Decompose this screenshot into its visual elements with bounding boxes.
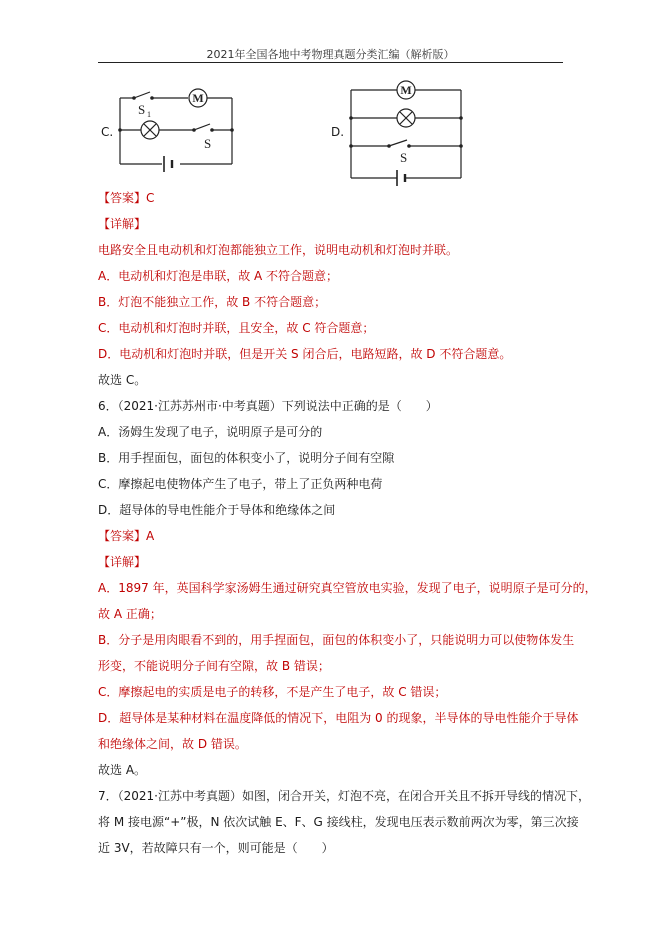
- motor-symbol-d: M: [400, 83, 412, 97]
- motor-symbol-c: M: [192, 91, 204, 105]
- switch-s1-label: S: [138, 102, 146, 117]
- q5-detail-heading: 【详解】: [98, 217, 147, 231]
- q5-answer: 【答案】C: [98, 191, 155, 205]
- q6-option-a: A．汤姆生发现了电子，说明原子是可分的: [98, 425, 323, 439]
- figure-d-label: D.: [331, 125, 345, 139]
- q6-explanation-c: C．摩擦起电的实质是电子的转移，不是产生了电子，故 C 错误；: [98, 685, 447, 699]
- q5-option-c-analysis: C．电动机和灯泡时并联，且安全，故 C 符合题意；: [98, 321, 375, 335]
- switch-s-label-c: S: [204, 136, 212, 151]
- q6-option-c: C．摩擦起电使物体产生了电子，带上了正负两种电荷: [98, 477, 383, 491]
- circuit-diagram-c: [112, 84, 242, 174]
- q7-stem-line2: 将 M 接电源“+”极，N 依次试触 E、F、G 接线柱，发现电压表示数前两次为零，第三次接: [98, 815, 579, 829]
- q6-detail-heading: 【详解】: [98, 555, 147, 569]
- q6-explanation-d-line1: D．超导体是某种材料在温度降低的情况下，电阻为 0 的现象，半导体的导电性能介于导体: [98, 711, 579, 725]
- q6-explanation-d-line2: 和绝缘体之间，故 D 错误。: [98, 737, 247, 751]
- figure-c-label: C.: [101, 125, 114, 139]
- q6-explanation-a-line1: A．1897 年，英国科学家汤姆生通过研究真空管放电实验，发现了电子，说明原子是可分的，: [98, 581, 597, 595]
- q5-conclusion: 故选 C。: [98, 373, 147, 387]
- q6-explanation-a-line2: 故 A 正确；: [98, 607, 162, 621]
- q6-option-d: D．超导体的导电性能介于导体和绝缘体之间: [98, 503, 336, 517]
- page-header: 2021年全国各地中考物理真题分类汇编（解析版）: [206, 48, 455, 61]
- q6-conclusion: 故选 A。: [98, 763, 147, 777]
- q5-option-a-analysis: A．电动机和灯泡是串联，故 A 不符合题意；: [98, 269, 339, 283]
- q5-option-b-analysis: B．灯泡不能独立工作，故 B 不符合题意；: [98, 295, 327, 309]
- q6-answer: 【答案】A: [98, 529, 155, 543]
- q7-stem-line1: 7．（2021·江苏中考真题）如图，闭合开关，灯泡不亮，在闭合开关且不拆开导线的情况下，: [98, 789, 590, 803]
- q6-explanation-b-line1: B．分子是用肉眼看不到的，用手捏面包，面包的体积变小了，只能说明力可以使物体发生: [98, 633, 575, 647]
- header-divider: [98, 62, 563, 63]
- q5-explanation: 电路安全且电动机和灯泡都能独立工作，说明电动机和灯泡时并联。: [98, 243, 459, 257]
- q5-option-d-analysis: D．电动机和灯泡时并联，但是开关 S 闭合后，电路短路，故 D 不符合题意。: [98, 347, 512, 361]
- q6-stem: 6．（2021·江苏苏州市·中考真题）下列说法中正确的是（ ）: [98, 399, 438, 413]
- q7-stem-line3: 近 3V，若故障只有一个，则可能是（ ）: [98, 841, 334, 855]
- q6-explanation-b-line2: 形变，不能说明分子间有空隙，故 B 错误；: [98, 659, 330, 673]
- switch-s1-subscript: 1: [147, 110, 151, 119]
- switch-s-label-d: S: [400, 150, 408, 165]
- q6-option-b: B．用手捏面包，面包的体积变小了，说明分子间有空隙: [98, 451, 395, 465]
- circuit-diagram-d: [345, 78, 470, 188]
